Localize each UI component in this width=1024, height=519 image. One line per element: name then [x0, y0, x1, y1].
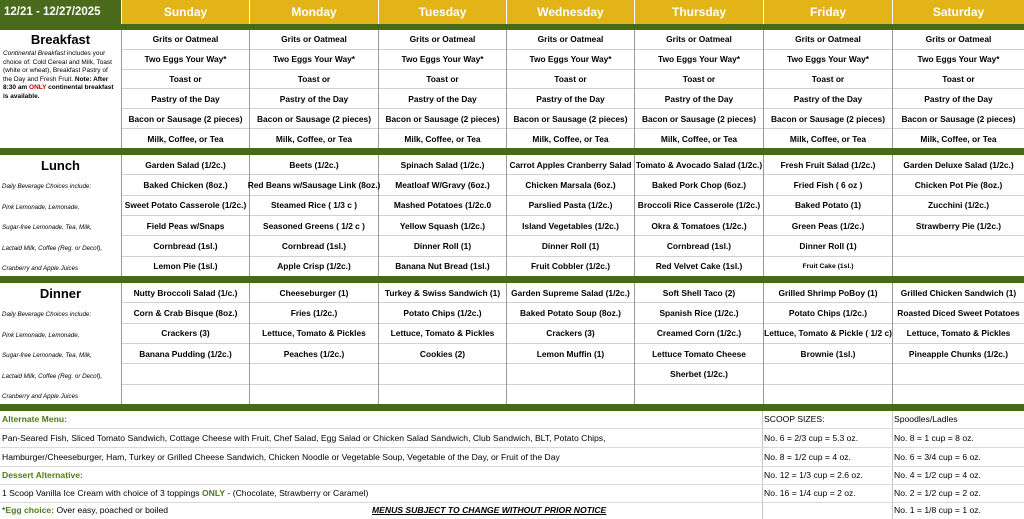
dinner-monday	[250, 283, 379, 404]
breakfast-section	[0, 30, 1024, 148]
menu-item: Lettuce, Tomato & Pickles	[250, 324, 378, 344]
menu-item	[893, 385, 1024, 404]
dessert-title: Dessert Alternative:	[2, 470, 83, 480]
menu-item: Cookies (2)	[379, 344, 506, 364]
day-thursday: Thursday	[635, 0, 764, 24]
beverage-line: Cranberry and Apple Juices	[2, 393, 79, 400]
lunch-section	[0, 155, 1024, 276]
lunch-beverages	[0, 177, 121, 280]
menu-item: Chicken Marsala (6oz.)	[507, 175, 634, 195]
menu-item: Garden Salad (1/2c.)	[122, 155, 249, 175]
menu-item: Lemon Muffin (1)	[507, 344, 634, 364]
menu-item: Milk, Coffee, or Tea	[404, 133, 481, 144]
menu-item: Milk, Coffee, or Tea	[275, 133, 353, 144]
menu-item: Green Peas (1/2c.)	[764, 216, 892, 236]
menu-item	[764, 385, 892, 404]
menu-item: Chicken Pot Pie (8oz.)	[893, 175, 1024, 195]
lunch-sunday	[122, 155, 250, 276]
menu-item: Milk, Coffee, or Tea	[920, 133, 997, 144]
scoop-size: No. 16 = 1/4 cup = 2 oz.	[764, 488, 856, 498]
menu-item: Brownie (1sl.)	[764, 344, 892, 364]
beverage-line: Daily Beverage Choices include:	[2, 311, 92, 318]
breakfast-tuesday	[379, 30, 507, 148]
menu-item: Grits or Oatmeal	[250, 30, 378, 50]
menu-item: Broccoli Rice Casserole (1/2c.)	[635, 196, 763, 216]
menu-item: Parslied Pasta (1/2c.)	[507, 196, 634, 216]
menu-item: Pastry of the Day	[379, 89, 506, 109]
scoop-size: No. 8 = 1/2 cup = 4 oz.	[764, 452, 851, 462]
menu-item: Toast or	[893, 70, 1024, 90]
breakfast-monday	[250, 30, 379, 148]
lunch-tuesday	[379, 155, 507, 276]
menu-item: Two Eggs Your Way*	[379, 50, 506, 70]
breakfast-description: Continental Breakfast includes your choice of: Cold Cereal and Milk, Toast (white or wheat), Breakfast Pastry of the Day and Fresh Fruit. Note: After 8:30 am ONLY continental breakfast is available.	[3, 50, 114, 100]
menu-item: Crackers (3)	[507, 324, 634, 344]
lunch-friday	[764, 155, 893, 276]
menu-item: Soft Shell Taco (2)	[635, 283, 763, 303]
menu-item: Apple Crisp (1/2c.)	[277, 261, 351, 272]
beverage-line: Lactaid Milk, Coffee (Reg. or Decof),	[2, 372, 103, 380]
menu-item: Carrot Apples Cranberry Salad	[507, 155, 634, 175]
day-saturday: Saturday	[893, 0, 1024, 24]
menu-item: Two Eggs Your Way*	[635, 50, 763, 70]
beverage-line: Cranberry and Apple Juices	[2, 265, 79, 272]
menu-item: Baked Chicken (8oz.)	[122, 175, 249, 195]
menu-item: Turkey & Swiss Sandwich (1)	[379, 283, 506, 303]
menu-item: Fried Fish ( 6 oz )	[764, 175, 892, 195]
lunch-thursday	[635, 155, 764, 276]
menu-item: Grits or Oatmeal	[635, 30, 763, 50]
dessert-alternative: 1 Scoop Vanilla Ice Cream with choice of 3 toppings ONLY - (Chocolate, Strawberry or Caramel)	[2, 488, 369, 498]
menu-item: Bacon or Sausage (2 pieces)	[379, 109, 506, 129]
menu-item: Two Eggs Your Way*	[893, 50, 1024, 70]
menu-item: Two Eggs Your Way*	[250, 50, 378, 70]
menu-item: Bacon or Sausage (2 pieces)	[250, 109, 378, 129]
menu-item	[122, 364, 249, 384]
dinner-thursday	[635, 283, 764, 404]
menu-item: Okra & Tomatoes (1/2c.)	[635, 216, 763, 236]
menu-item: Fresh Fruit Salad (1/2c.)	[764, 155, 892, 175]
beverage-line: Sugar-free Lemonade, Tea, Milk,	[2, 224, 92, 231]
notes-row	[0, 411, 1024, 429]
menu-item: Steamed Rice ( 1/3 c )	[250, 196, 378, 216]
menu-item: Two Eggs Your Way*	[122, 50, 249, 70]
breakfast-title: Breakfast	[30, 32, 91, 47]
menu-item: Toast or	[379, 70, 506, 90]
menu-item: Pastry of the Day	[122, 89, 249, 109]
notes-row	[0, 467, 1024, 485]
menu-item: Toast or	[635, 70, 763, 90]
menu-item: Garden Deluxe Salad (1/2c.)	[893, 155, 1024, 175]
menu-item: Pastry of the Day	[635, 89, 763, 109]
menu-item: Milk, Coffee, or Tea	[660, 133, 738, 144]
menu-item: Milk, Coffee, or Tea	[147, 133, 224, 144]
menu-item	[250, 385, 378, 404]
beverage-line: Sugar-free Lemonade, Tea, Milk,	[2, 352, 92, 359]
menu-item: Toast or	[250, 70, 378, 90]
menu-item: Two Eggs Your Way*	[507, 50, 634, 70]
day-tuesday: Tuesday	[379, 0, 507, 24]
menu-item: Bacon or Sausage (2 pieces)	[635, 109, 763, 129]
menu-item	[250, 364, 378, 384]
day-friday: Friday	[764, 0, 893, 24]
menu-item: Bacon or Sausage (2 pieces)	[893, 109, 1024, 129]
menu-item: Lettuce Tomato Cheese	[635, 344, 763, 364]
dinner-beverages	[0, 305, 121, 408]
breakfast-label-cell	[0, 30, 122, 148]
menu-item: Bacon or Sausage (2 pieces)	[507, 109, 634, 129]
breakfast-wednesday	[507, 30, 635, 148]
menu-item: Spinach Salad (1/2c.)	[379, 155, 506, 175]
menu-item: Red Velvet Cake (1sl.)	[655, 261, 743, 272]
menu-item: Baked Potato (1)	[764, 196, 892, 216]
menu-item: Sherbet (1/2c.)	[635, 364, 763, 384]
menu-item	[379, 364, 506, 384]
menu-item: Zucchini (1/2c.)	[893, 196, 1024, 216]
menu-item: Lemon Pie (1sl.)	[153, 261, 218, 272]
dinner-saturday	[893, 283, 1024, 404]
menu-item: Milk, Coffee, or Tea	[532, 133, 609, 144]
notes-row	[0, 449, 1024, 467]
divider-bar	[0, 276, 1024, 283]
menu-item: Pastry of the Day	[893, 89, 1024, 109]
menu-item: Spanish Rice (1/2c.)	[635, 303, 763, 323]
lunch-title: Lunch	[41, 158, 80, 173]
menu-item: Island Vegetables (1/2c.)	[507, 216, 634, 236]
menu-item: Potato Chips (1/2c.)	[764, 303, 892, 323]
lunch-label-cell	[0, 155, 122, 276]
breakfast-sunday	[122, 30, 250, 148]
menu-item	[507, 364, 634, 384]
menu-item: Cornbread (1sl.)	[250, 236, 378, 256]
beverage-line: Pink Lemonade, Lemonade,	[2, 203, 80, 211]
menu-item	[893, 364, 1024, 384]
ladle-size: No. 2 = 1/2 cup = 2 oz.	[894, 488, 981, 498]
menu-item: Dinner Roll (1)	[379, 236, 506, 256]
alternate-menu-line: Pan-Seared Fish, Sliced Tomato Sandwich, Cottage Cheese with Fruit, Chef Salad, Egg Salad or Chicken Salad Sandwich, Club Sandwich, BLT, Potato Chips,	[2, 433, 606, 443]
beverage-line: Lactaid Milk, Coffee (Reg. or Decof),	[2, 244, 103, 252]
menu-item: Toast or	[507, 70, 634, 90]
menu-item	[893, 236, 1024, 256]
lunch-wednesday	[507, 155, 635, 276]
dinner-title: Dinner	[39, 286, 82, 301]
dinner-friday	[764, 283, 893, 404]
menu-item	[379, 385, 506, 404]
ladle-size: No. 1 = 1/8 cup = 1 oz.	[894, 505, 981, 515]
menu-item: Corn & Crab Bisque (8oz.)	[122, 303, 249, 323]
alternate-menu-title: Alternate Menu:	[2, 414, 67, 424]
menu-item	[507, 385, 634, 404]
menu-item	[122, 385, 249, 404]
menu-item: Crackers (3)	[122, 324, 249, 344]
day-sunday: Sunday	[122, 0, 250, 24]
menu-item: Peaches (1/2c.)	[250, 344, 378, 364]
ladle-size: No. 4 = 1/2 cup = 4 oz.	[894, 470, 981, 480]
menu-item: Strawberry Pie (1/2c.)	[893, 216, 1024, 236]
menu-item: Two Eggs Your Way*	[764, 50, 892, 70]
menu-item: Fruit Cake (1sl.)	[802, 262, 854, 270]
menu-item: Banana Pudding (1/2c.)	[122, 344, 249, 364]
menu-item	[893, 257, 1024, 276]
menu-item: Creamed Corn (1/2c.)	[635, 324, 763, 344]
notes-row	[0, 430, 1024, 448]
ladle-size: No. 6 = 3/4 cup = 6 oz.	[894, 452, 981, 462]
notes-row	[0, 502, 1024, 519]
menu-item: Grits or Oatmeal	[122, 30, 249, 50]
divider-bar	[0, 404, 1024, 411]
ladles-title: Spoodles/Ladles	[894, 414, 958, 424]
menu-item: Lettuce, Tomato & Pickles	[893, 324, 1024, 344]
menu-item: Pastry of the Day	[764, 89, 892, 109]
menu-item: Mashed Potatoes (1/2c.0	[379, 196, 506, 216]
menu-item: Banana Nut Bread (1sl.)	[395, 261, 490, 272]
menu-item: Tomato & Avocado Salad (1/2c.)	[635, 155, 763, 175]
menu-item: Cornbread (1sl.)	[122, 236, 249, 256]
menu-item: Bacon or Sausage (2 pieces)	[764, 109, 892, 129]
menu-item: Beets (1/2c.)	[250, 155, 378, 175]
menu-item: Baked Pork Chop (6oz.)	[635, 175, 763, 195]
day-header-row	[0, 0, 1024, 24]
menu-item: Field Peas w/Snaps	[122, 216, 249, 236]
ladle-size: No. 8 = 1 cup = 8 oz.	[894, 433, 974, 443]
menu-item: Fries (1/2c.)	[250, 303, 378, 323]
menu-item	[764, 364, 892, 384]
scoop-size: No. 6 = 2/3 cup = 5.3 oz.	[764, 433, 859, 443]
dinner-section	[0, 283, 1024, 404]
menu-item: Toast or	[764, 70, 892, 90]
menu-item: Cornbread (1sl.)	[635, 236, 763, 256]
menu-item	[635, 385, 763, 404]
menu-item: Red Beans w/Sausage Link (8oz.)	[250, 175, 378, 195]
menu-item: Lettuce, Tomato & Pickle ( 1/2 c)	[764, 324, 892, 344]
menu-item: Sweet Potato Casserole (1/2c.)	[122, 196, 249, 216]
breakfast-saturday	[893, 30, 1024, 148]
menu-item: Cheeseburger (1)	[250, 283, 378, 303]
menu-item: Grits or Oatmeal	[379, 30, 506, 50]
scoop-sizes-title: SCOOP SIZES:	[764, 414, 825, 424]
dinner-tuesday	[379, 283, 507, 404]
menu-item: Bacon or Sausage (2 pieces)	[122, 109, 249, 129]
dinner-sunday	[122, 283, 250, 404]
menu-item: Seasoned Greens ( 1/2 c )	[250, 216, 378, 236]
menu-item: Grits or Oatmeal	[507, 30, 634, 50]
menu-item: Yellow Squash (1/2c.)	[379, 216, 506, 236]
notes-row	[0, 485, 1024, 503]
date-range: 12/21 - 12/27/2025	[0, 0, 122, 24]
day-monday: Monday	[250, 0, 379, 24]
menu-item: Potato Chips (1/2c.)	[379, 303, 506, 323]
menu-item: Pastry of the Day	[250, 89, 378, 109]
alternate-menu-line: Hamburger/Cheeseburger, Ham, Turkey or Grilled Cheese Sandwich, Chicken Noodle or Vegetable Soup, Vegetable of the Day, or Fruit of the Day	[2, 452, 560, 462]
lunch-saturday	[893, 155, 1024, 276]
menu-item: Pineapple Chunks (1/2c.)	[893, 344, 1024, 364]
notes-section	[0, 411, 1024, 519]
beverage-line: Daily Beverage Choices include:	[2, 183, 92, 190]
menu-item: Grits or Oatmeal	[764, 30, 892, 50]
scoop-size: No. 12 = 1/3 cup = 2.6 oz.	[764, 470, 863, 480]
divider-bar	[0, 148, 1024, 155]
lunch-monday	[247, 155, 381, 276]
day-wednesday: Wednesday	[507, 0, 635, 24]
menu-item: Toast or	[122, 70, 249, 90]
breakfast-thursday	[635, 30, 764, 148]
menu-item: Roasted Diced Sweet Potatoes	[893, 303, 1024, 323]
menu-item: Grilled Shrimp PoBoy (1)	[764, 283, 892, 303]
menu-item: Pastry of the Day	[507, 89, 634, 109]
menu-item: Baked Potato Soup (8oz.)	[507, 303, 634, 323]
breakfast-friday	[764, 30, 893, 148]
dinner-wednesday	[507, 283, 635, 404]
menu-item: Dinner Roll (1)	[507, 236, 634, 256]
change-notice: MENUS SUBJECT TO CHANGE WITHOUT PRIOR NOTICE	[372, 505, 607, 515]
menu-item: Milk, Coffee, or Tea	[789, 133, 867, 144]
beverage-line: Pink Lemonade, Lemonade,	[2, 331, 80, 339]
egg-choice: *Egg choice: Over easy, poached or boiled	[2, 505, 169, 515]
menu-item: Grits or Oatmeal	[893, 30, 1024, 50]
menu-item: Lettuce, Tomato & Pickles	[379, 324, 506, 344]
dinner-label-cell	[0, 283, 122, 404]
menu-item: Fruit Cobbler (1/2c.)	[530, 261, 611, 272]
menu-item: Meatloaf W/Gravy (6oz.)	[379, 175, 506, 195]
menu-item: Grilled Chicken Sandwich (1)	[893, 283, 1024, 303]
menu-item: Dinner Roll (1)	[764, 236, 892, 256]
menu-item: Garden Supreme Salad (1/2c.)	[507, 283, 634, 303]
menu-item: Nutty Broccoli Salad (1/c.)	[122, 283, 249, 303]
